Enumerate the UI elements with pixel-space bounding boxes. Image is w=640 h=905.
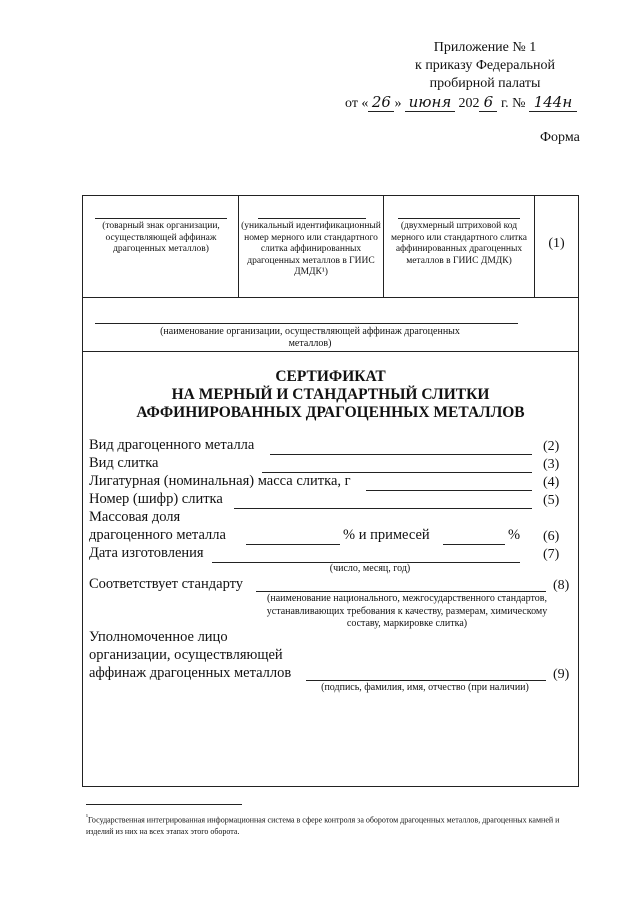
organization-caption: (наименование организации, осуществляющей аффинаж драгоценных металлов) — [160, 326, 460, 349]
trademark-line — [95, 218, 227, 219]
standard-label: Соответствует стандарту — [89, 576, 244, 592]
handwritten-day: 26 — [368, 93, 394, 112]
field-marker-2: (2) — [543, 439, 560, 454]
field-marker-6: (6) — [543, 529, 560, 544]
impurity-label: % и примесей — [343, 527, 430, 543]
field-marker-5: (5) — [543, 493, 560, 508]
handwritten-order-number: 144н — [529, 93, 577, 112]
grid-divider-1 — [238, 195, 239, 297]
authorized-label-1: Уполномоченное лицо — [89, 629, 228, 645]
standard-line[interactable] — [256, 591, 546, 592]
date-caption: (число, месяц, год) — [329, 563, 411, 574]
fraction-label-1: Массовая доля — [89, 509, 181, 525]
mass-label: Лигатурная (номинальная) масса слитка, г — [89, 473, 351, 489]
footnote-mark: ¹ — [86, 814, 88, 821]
handwritten-month: июня — [405, 93, 455, 112]
field-marker-3: (3) — [543, 457, 560, 472]
barcode-line — [398, 218, 520, 219]
date-mid: » — [394, 96, 402, 111]
year-prefix: 202 — [458, 96, 480, 111]
authorized-label-3: аффинаж драгоценных металлов — [89, 665, 292, 681]
signature-caption: (подпись, фамилия, имя, отчество (при наличии) — [321, 682, 529, 693]
certificate-subtitle-1: НА МЕРНЫЙ И СТАНДАРТНЫЙ СЛИТКИ — [171, 386, 490, 403]
field-marker-4: (4) — [543, 475, 560, 490]
serial-label: Номер (шифр) слитка — [89, 491, 223, 507]
order-date-line — [345, 93, 605, 112]
handwritten-year-digit: 6 — [479, 93, 497, 112]
manufacture-date-label: Дата изготовления — [89, 545, 204, 561]
metal-type-label: Вид драгоценного металла — [89, 437, 255, 453]
grid-row-divider-2 — [82, 351, 579, 352]
form-label: Форма — [540, 130, 580, 145]
barcode-caption: (двухмерный штриховой код мерного или стандартного слитка аффинированных драгоценных металлов в ГИИС ДМДК) — [391, 221, 527, 266]
field-marker-9: (9) — [553, 667, 570, 682]
authorized-label-2: организации, осуществляющей — [89, 647, 283, 663]
field-marker-7: (7) — [543, 547, 560, 562]
ingot-type-label: Вид слитка — [89, 455, 159, 471]
footnote-text: Государственная интегрированная информационная система в сфере контроля за оборотом драгоценных металлов, драгоценных камней и изделий из них на всех этапах этого оборота. — [86, 815, 560, 836]
certificate-subtitle-2: АФФИНИРОВАННЫХ ДРАГОЦЕННЫХ МЕТАЛЛОВ — [136, 404, 525, 421]
fraction-label-2: драгоценного металла — [89, 527, 226, 543]
impurity-fraction-line[interactable] — [443, 544, 505, 545]
chamber-name: пробирной палаты — [429, 76, 541, 91]
certificate-title: СЕРТИФИКАТ — [275, 368, 386, 385]
uin-caption: (уникальный идентификационный номер мерного или стандартного слитка аффинированных драгоценных металлов в ГИИС ДМДК¹) — [241, 221, 381, 277]
order-reference: к приказу Федеральной — [415, 58, 555, 73]
metal-type-line[interactable] — [270, 454, 532, 455]
footnote-separator — [86, 804, 242, 805]
serial-line[interactable] — [234, 508, 532, 509]
grid-row-divider — [82, 297, 579, 298]
appendix-number: Приложение № 1 — [433, 40, 537, 55]
mass-line[interactable] — [366, 490, 532, 491]
trademark-caption: (товарный знак организации, осуществляющей аффинаж драгоценных металлов) — [102, 221, 220, 254]
grid-divider-2 — [383, 195, 384, 297]
date-prefix: от « — [345, 96, 369, 111]
metal-fraction-line[interactable] — [246, 544, 340, 545]
field-marker-8: (8) — [553, 578, 570, 593]
standard-caption: (наименование национального, межгосударственного стандартов, устанавливающих требования к качеству, размерам, химическому составу, маркировке слитка) — [266, 593, 548, 629]
number-label: г. № — [500, 96, 526, 111]
field-marker-1: (1) — [548, 236, 565, 251]
signature-line[interactable] — [306, 680, 546, 681]
uin-line — [258, 218, 366, 219]
footnote — [86, 812, 586, 837]
organization-line — [95, 323, 518, 324]
percent-sign: % — [508, 527, 521, 543]
